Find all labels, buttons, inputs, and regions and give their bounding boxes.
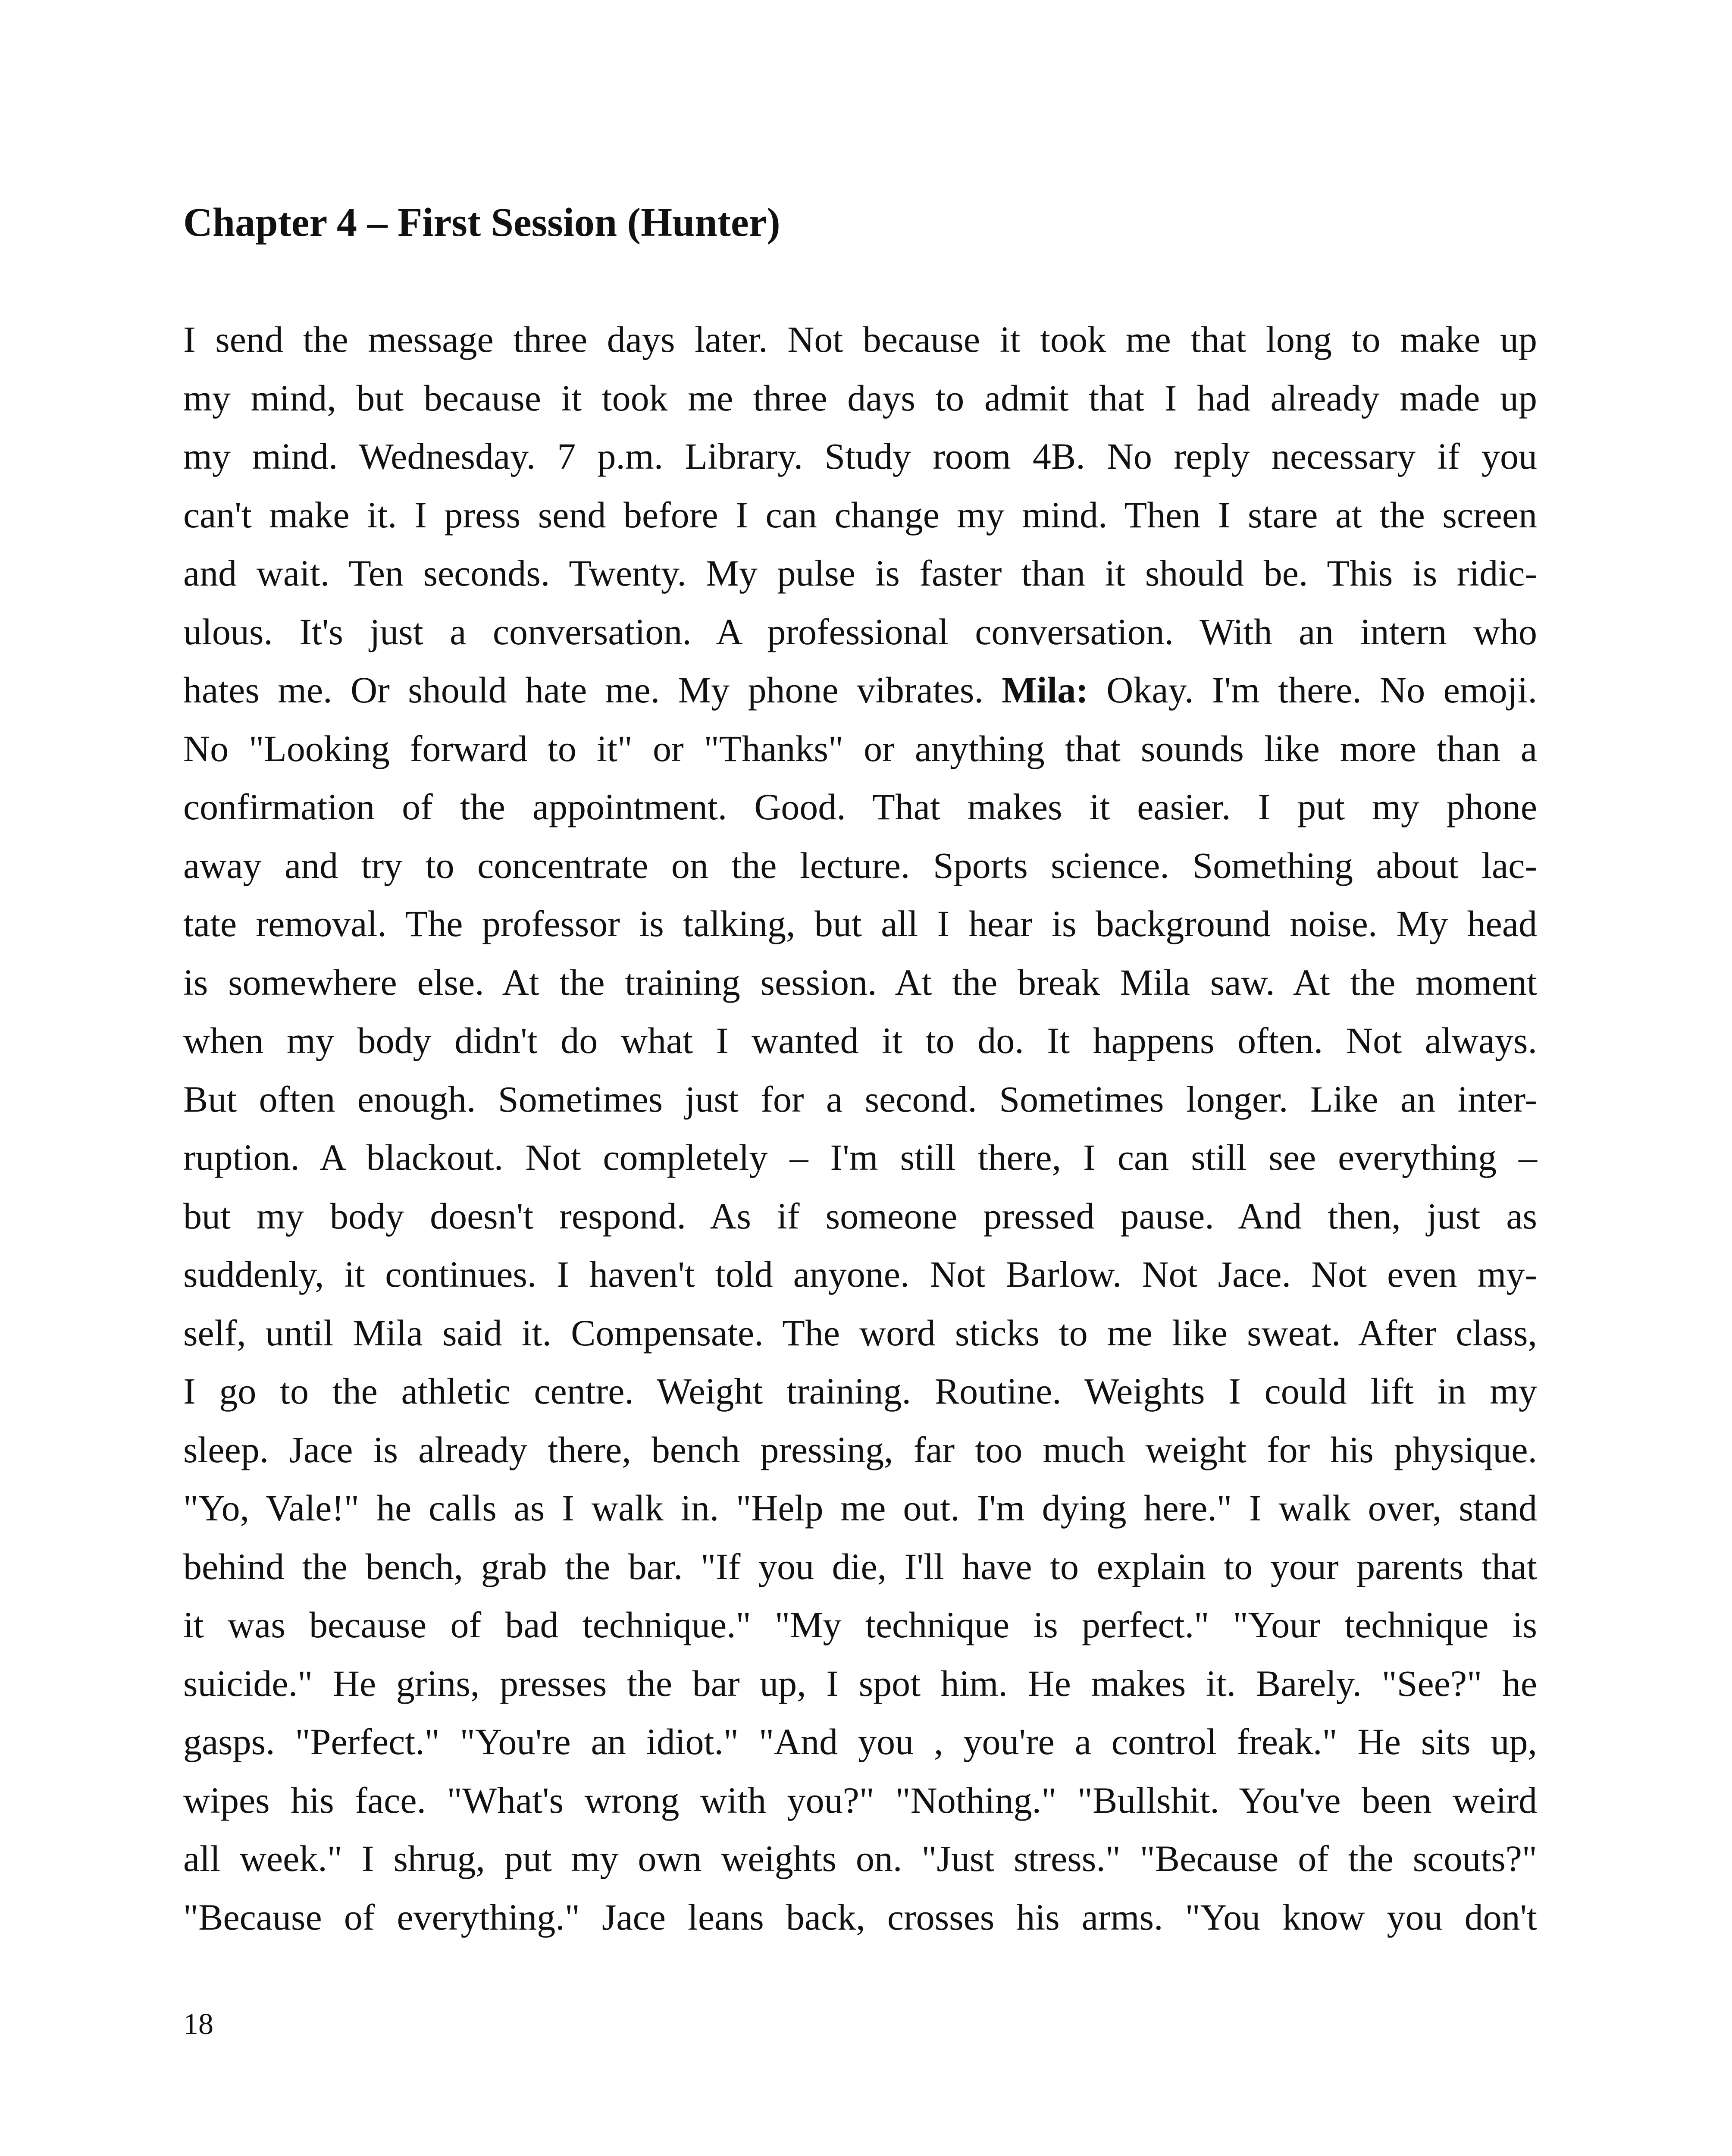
- body-line-10: away and try to concentrate on the lecture. Sports science. Something about lac-: [183, 844, 1537, 886]
- body-line-7-before-speaker: hates me. Or should hate me. My phone vibrates.: [183, 669, 1002, 711]
- body-line-7: [183, 661, 1537, 720]
- body-line-24: suicide." He grins, presses the bar up, I spot him. He makes it. Barely. "See?" he: [183, 1662, 1537, 1704]
- body-line-4: can't make it. I press send before I can change my mind. Then I stare at the screen: [183, 494, 1537, 536]
- body-line-25: gasps. "Perfect." "You're an idiot." "And you , you're a control freak." He sits up,: [183, 1721, 1537, 1762]
- body-line-19: I go to the athletic centre. Weight training. Routine. Weights I could lift in my: [183, 1370, 1537, 1412]
- body-line-28: "Because of everything." Jace leans back, crosses his arms. "You know you don't: [183, 1896, 1537, 1938]
- speaker-label-mila: Mila:: [1002, 669, 1088, 711]
- body-line-23: it was because of bad technique." "My technique is perfect." "Your technique is: [183, 1604, 1537, 1645]
- body-line-6: ulous. It's just a conversation. A professional conversation. With an intern who: [183, 611, 1537, 652]
- body-line-8: No "Looking forward to it" or "Thanks" or anything that sounds like more than a: [183, 727, 1537, 769]
- body-line-21: "Yo, Vale!" he calls as I walk in. "Help me out. I'm dying here." I walk over, stand: [183, 1487, 1537, 1529]
- body-line-12: is somewhere else. At the training session. At the break Mila saw. At the moment: [183, 961, 1537, 1003]
- body-line-7-after-speaker: Okay. I'm there. No emoji.: [1088, 669, 1537, 711]
- body-line-26: wipes his face. "What's wrong with you?" "Nothing." "Bullshit. You've been weird: [183, 1779, 1537, 1821]
- body-line-17: suddenly, it continues. I haven't told anyone. Not Barlow. Not Jace. Not even my-: [183, 1253, 1537, 1295]
- page-number: 18: [183, 2008, 213, 2041]
- body-line-2: my mind, but because it took me three days to admit that I had already made up: [183, 377, 1537, 419]
- body-line-18: self, until Mila said it. Compensate. The word sticks to me like sweat. After class,: [183, 1312, 1537, 1354]
- body-line-22: behind the bench, grab the bar. "If you die, I'll have to explain to your parents that: [183, 1545, 1537, 1587]
- body-line-16: but my body doesn't respond. As if someone pressed pause. And then, just as: [183, 1195, 1537, 1237]
- body-line-15: ruption. A blackout. Not completely – I'm still there, I can still see everything –: [183, 1137, 1537, 1178]
- body-line-27: all week." I shrug, put my own weights on. "Just stress." "Because of the scouts?": [183, 1838, 1537, 1879]
- body-line-9: confirmation of the appointment. Good. That makes it easier. I put my phone: [183, 786, 1537, 827]
- body-line-5: and wait. Ten seconds. Twenty. My pulse is faster than it should be. This is ridic-: [183, 552, 1537, 594]
- chapter-body-text: [183, 310, 1537, 1946]
- body-line-13: when my body didn't do what I wanted it to do. It happens often. Not always.: [183, 1020, 1537, 1061]
- body-line-1: I send the message three days later. Not because it took me that long to make up: [183, 319, 1537, 360]
- body-line-3: my mind. Wednesday. 7 p.m. Library. Study room 4B. No reply necessary if you: [183, 436, 1537, 477]
- chapter-title: Chapter 4 – First Session (Hunter): [183, 200, 780, 245]
- body-line-14: But often enough. Sometimes just for a second. Sometimes longer. Like an inter-: [183, 1078, 1537, 1120]
- body-line-20: sleep. Jace is already there, bench pressing, far too much weight for his physique.: [183, 1429, 1537, 1470]
- body-line-11: tate removal. The professor is talking, but all I hear is background noise. My head: [183, 903, 1537, 944]
